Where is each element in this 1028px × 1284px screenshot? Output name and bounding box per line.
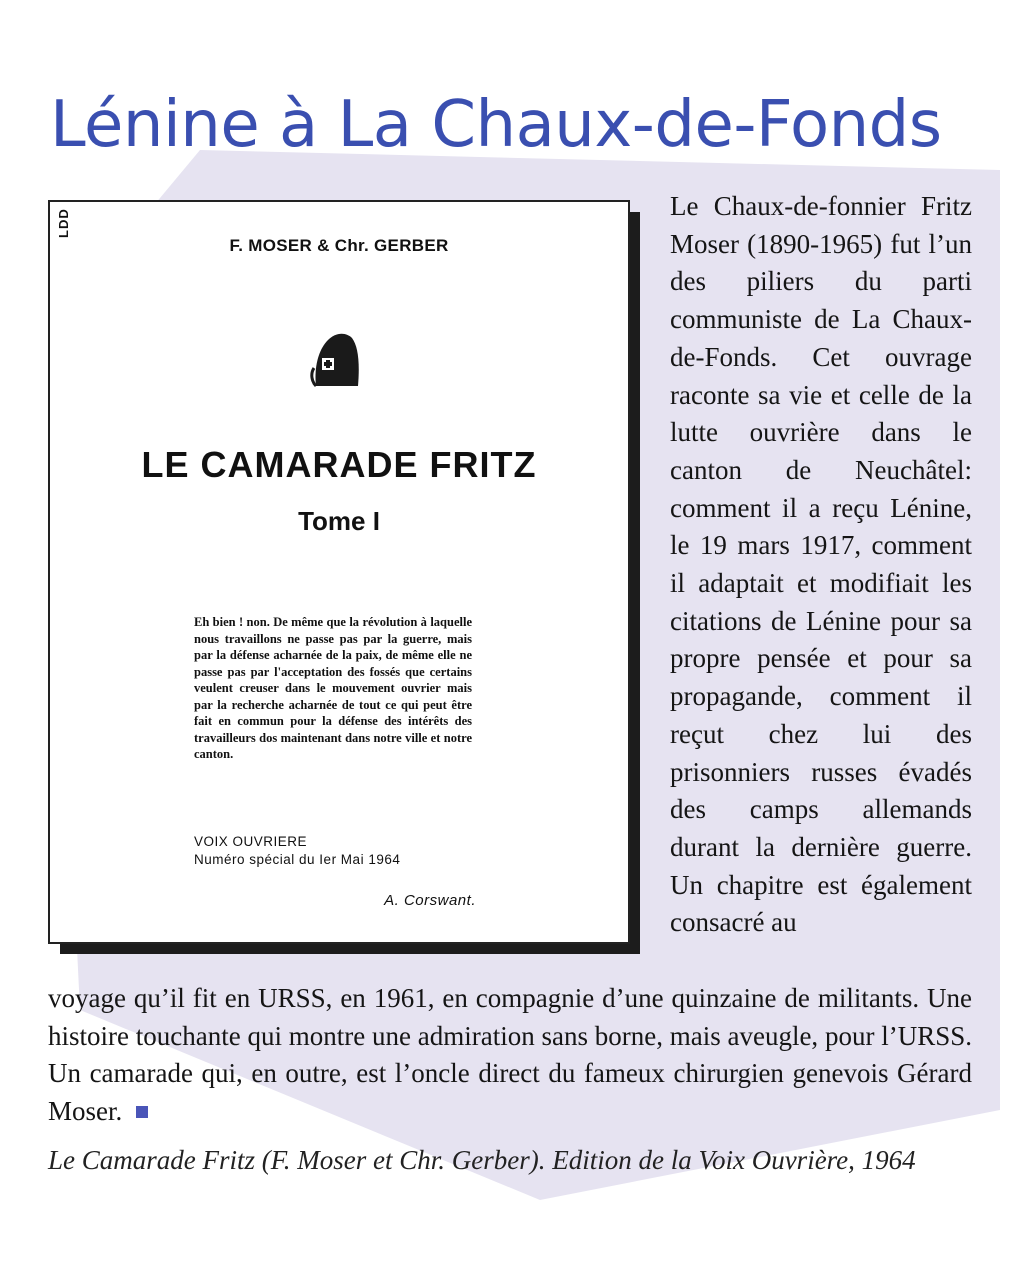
- article-title: Lénine à La Chaux-de-Fonds: [50, 88, 942, 162]
- end-mark-icon: [136, 1106, 148, 1118]
- swiss-cross-helmet-icon: [308, 328, 362, 392]
- cover-title: LE CAMARADE FRITZ: [141, 444, 537, 485]
- book-cover: [48, 200, 630, 944]
- article-body-bottom: [48, 980, 972, 1130]
- cover-quote: Eh bien ! non. De même que la révolution à laquelle nous travaillons ne passe pas par la guerre, mais par la défense acharnée de la paix, de même elle ne passe pas par l'acceptation des fossés que certains veulent creuser dans le mouvement ouvrier mais par la recherche acharnée de tout ce qui peut être fait en commun pour la défense des intérêts des travailleurs dos maintenant dans notre ville et notre canton.: [194, 615, 472, 761]
- cover-source-date: Numéro spécial du Ier Mai 1964: [194, 852, 401, 867]
- cover-authors: F. MOSER & Chr. GERBER: [229, 236, 449, 255]
- cover-source-name: VOIX OUVRIERE: [194, 834, 308, 849]
- image-caption: Le Camarade Fritz (F. Moser et Chr. Gerber). Edition de la Voix Ouvrière, 1964: [48, 1145, 916, 1175]
- article-body-bottom-text: voyage qu’il fit en URSS, en 1961, en compagnie d’une quinzaine de militants. Une histoire touchante qui montre une admiration sans borne, mais aveugle, pour l’URSS. Un camarade qui, en outre, est l’oncle direct du fameux chirurgien genevois Gérard Moser.: [48, 983, 972, 1126]
- article-body-side: Le Chaux-de-fonnier Fritz Moser (1890-1965) fut l’un des piliers du parti communiste de La Chaux-de-Fonds. Cet ouvrage raconte sa vie et celle de la lutte ouvrière dans le canton de Neuchâtel: comment il a reçu Lénine, le 19 mars 1917, comment il adaptait et modifiait les citations de Lénine pour sa propre pensée et pour sa propagande, comment il reçut chez lui des prisonniers russes évadés des camps allemands durant la dernière guerre. Un chapitre est également consacré au: [670, 191, 972, 938]
- cover-signature: A. Corswant.: [384, 892, 476, 909]
- cover-tome: Tome I: [298, 506, 380, 536]
- photo-credit: LDD: [56, 208, 71, 238]
